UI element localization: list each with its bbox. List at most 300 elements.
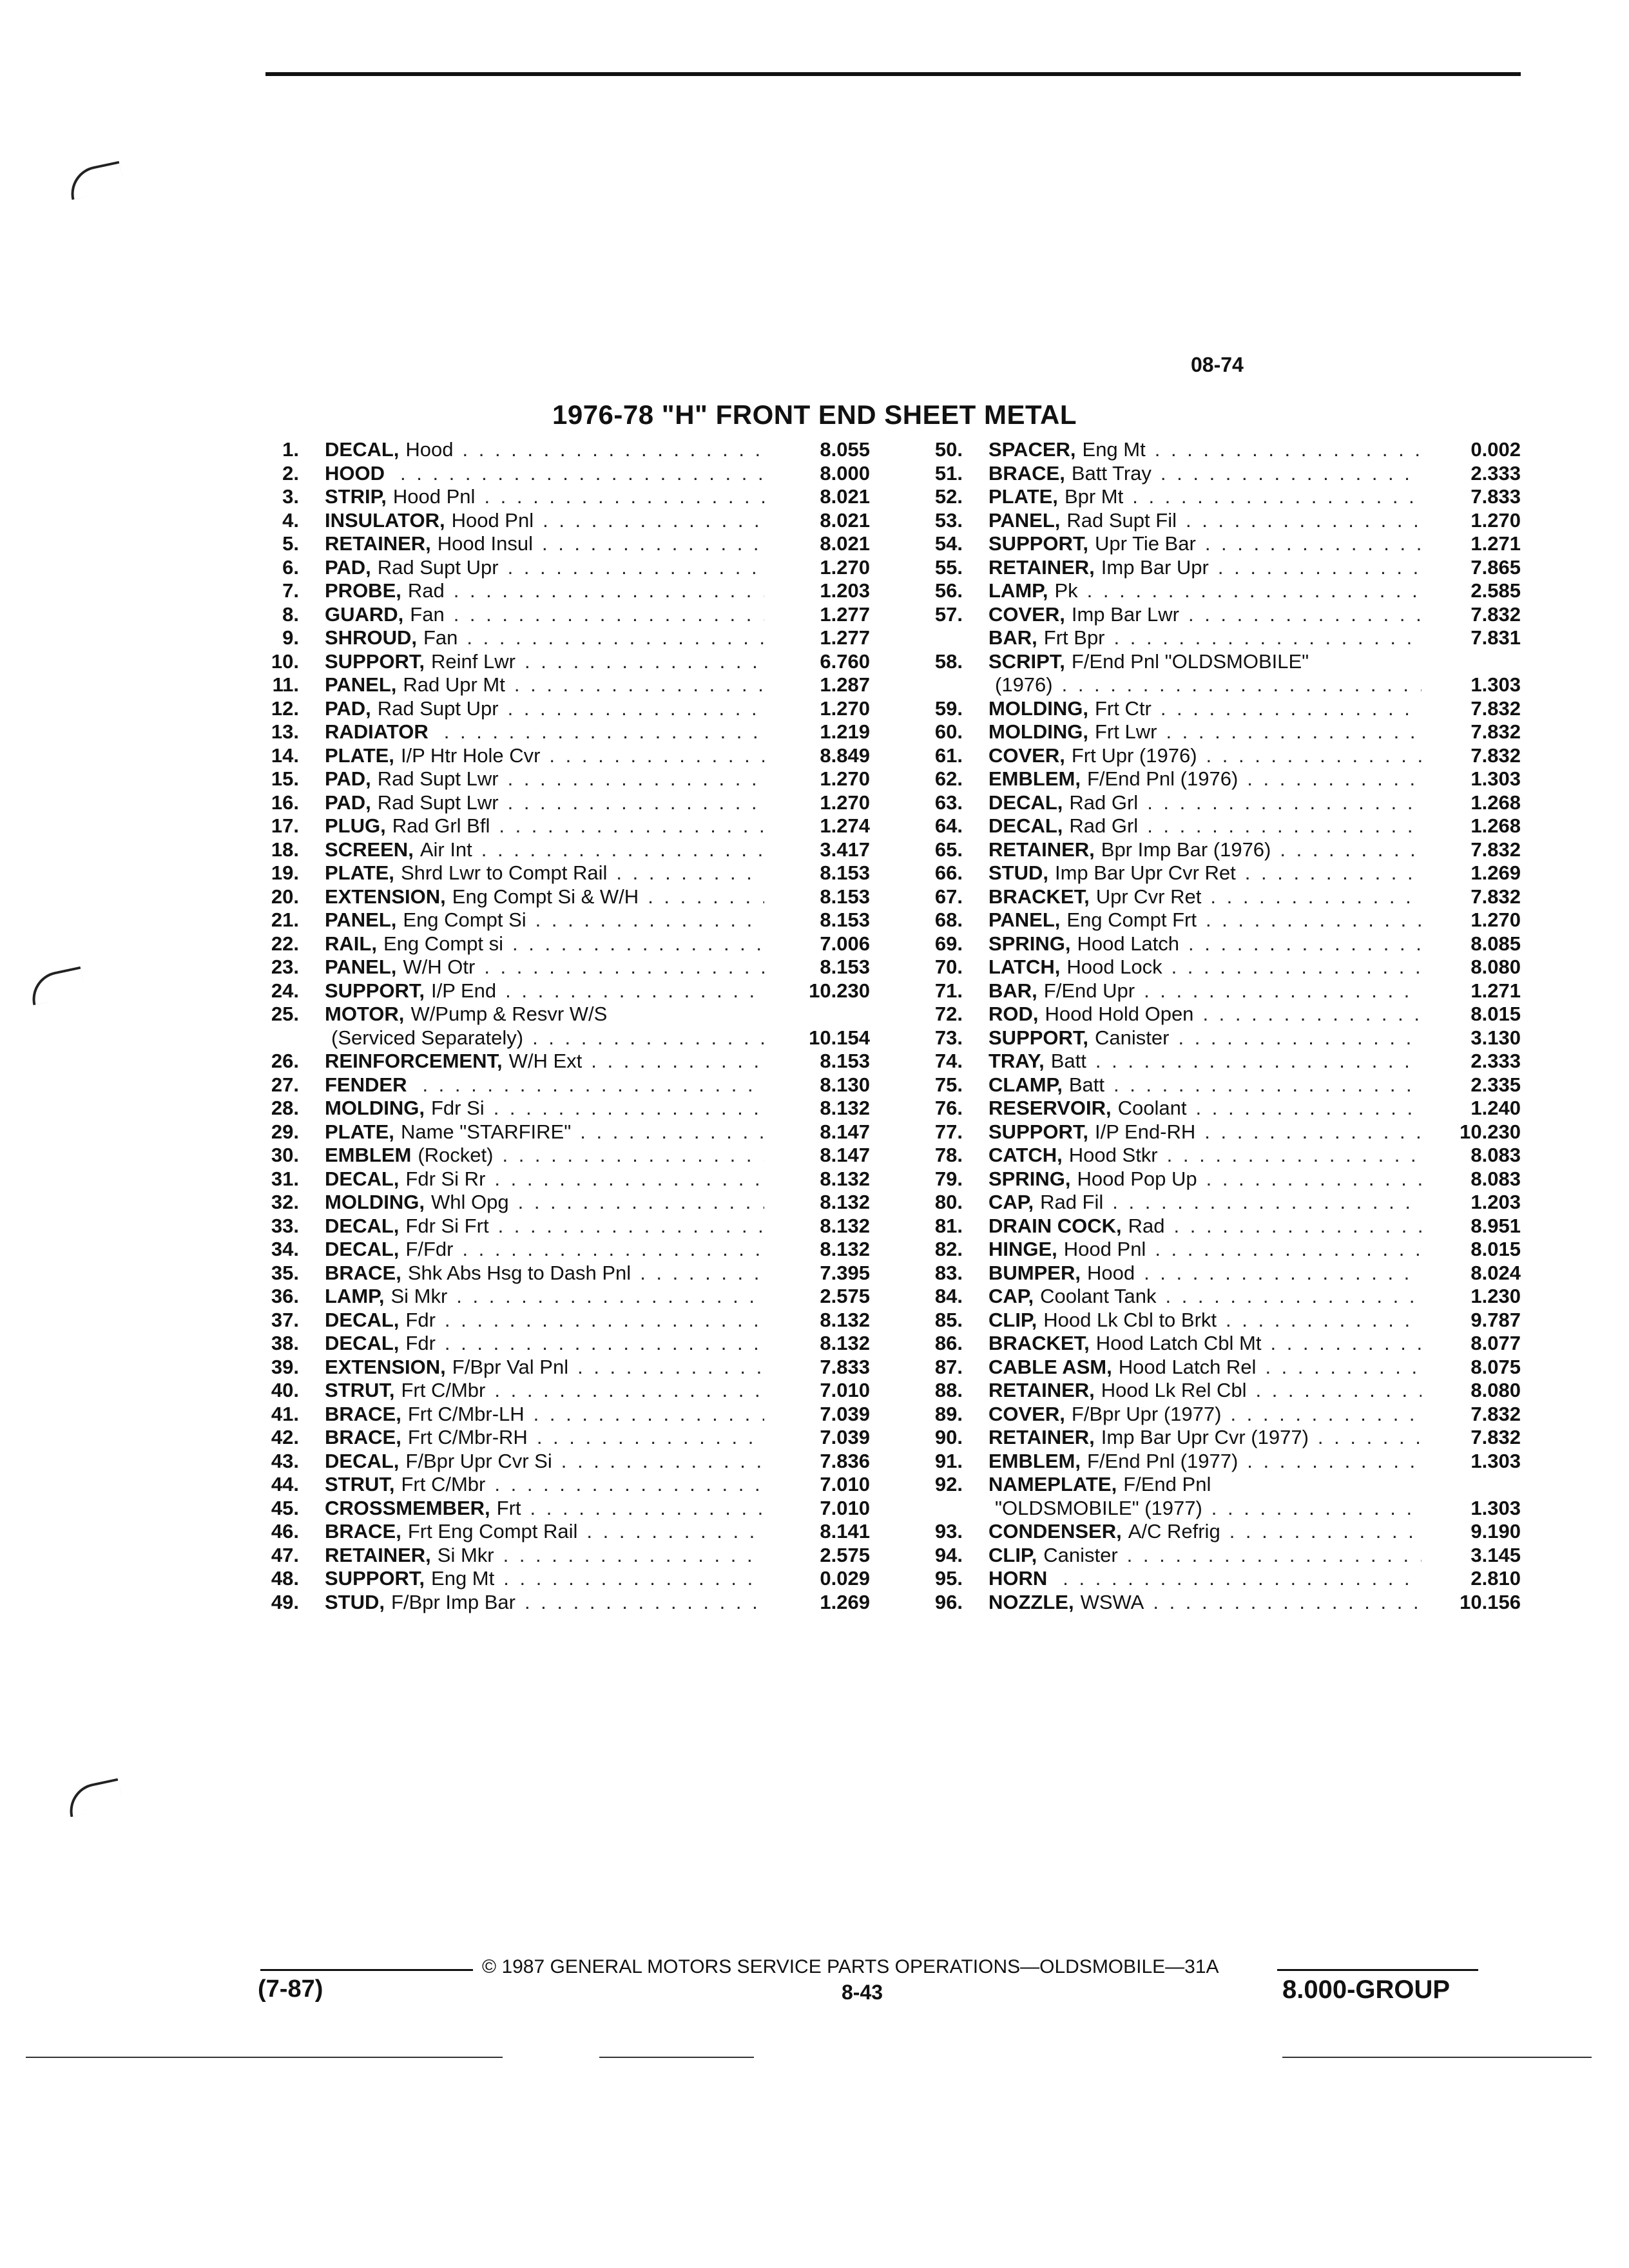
part-description: F/End Upr	[1043, 979, 1135, 1002]
part-number: 55.	[934, 555, 963, 579]
part-row	[915, 1379, 1521, 1403]
group-code: 7.010	[820, 1473, 870, 1495]
part-description: Coolant	[1117, 1097, 1187, 1119]
part-row	[915, 979, 1521, 1003]
dot-leader	[498, 1215, 764, 1238]
part-number: 34.	[271, 1238, 299, 1260]
dot-leader	[1132, 485, 1422, 508]
part-description: "OLDSMOBILE" (1977)	[995, 1496, 1202, 1519]
part-row	[915, 1544, 1521, 1568]
group-code: 8.849	[820, 744, 870, 767]
part-name: COVER,	[988, 602, 1065, 626]
page-title: 1976-78 "H" FRONT END SHEET METAL	[552, 399, 1077, 430]
part-number: 83.	[934, 1261, 963, 1284]
part-row	[251, 1544, 870, 1568]
part-number: 54.	[934, 532, 963, 555]
part-name: SUPPORT,	[988, 532, 1089, 555]
part-name: DECAL,	[988, 814, 1063, 837]
part-name: HORN	[988, 1567, 1048, 1590]
part-description: Rad Grl	[1069, 791, 1139, 814]
part-row	[251, 1191, 870, 1215]
part-name: SCREEN,	[325, 838, 414, 861]
dot-leader	[1226, 1309, 1422, 1332]
part-row	[251, 932, 870, 956]
group-code: 7.395	[820, 1261, 870, 1284]
part-row	[915, 1215, 1521, 1238]
part-number: 71.	[934, 979, 963, 1002]
part-name: PLATE,	[988, 485, 1058, 508]
part-row	[251, 485, 870, 509]
part-name: EMBLEM,	[988, 767, 1081, 790]
part-row	[251, 1238, 870, 1262]
part-name: DECAL,	[325, 1238, 400, 1260]
dot-leader	[508, 767, 764, 791]
group-code: 8.015	[1470, 1003, 1521, 1025]
part-description: F/Bpr Upr Cvr Si	[405, 1449, 552, 1472]
part-name: DECAL,	[325, 1332, 400, 1354]
part-row	[251, 1215, 870, 1238]
part-description: Frt C/Mbr-RH	[407, 1426, 528, 1448]
part-row	[915, 1144, 1521, 1168]
part-row	[251, 673, 870, 697]
part-description: Coolant Tank	[1040, 1285, 1157, 1307]
part-description: Shrd Lwr to Compt Rail	[400, 861, 608, 884]
part-description: W/H Ext	[508, 1050, 583, 1072]
part-name: RADIATOR	[325, 720, 429, 743]
part-row	[251, 1426, 870, 1450]
part-name: SUPPORT,	[988, 1120, 1089, 1143]
group-code: 8.132	[820, 1097, 870, 1119]
part-number: 61.	[934, 744, 963, 767]
part-description: Si Mkr	[390, 1285, 448, 1307]
part-description: Fdr Si	[431, 1097, 485, 1119]
part-number: 38.	[271, 1332, 299, 1354]
part-number: 19.	[271, 861, 299, 884]
part-description: (Serviced Separately)	[331, 1026, 524, 1049]
part-description: Fan	[423, 626, 458, 649]
part-description: WSWA	[1080, 1590, 1144, 1613]
part-description: Shk Abs Hsg to Dash Pnl	[407, 1261, 631, 1284]
group-code: 3.130	[1470, 1026, 1521, 1049]
part-row	[251, 814, 870, 838]
dot-leader	[1095, 1050, 1422, 1073]
part-number: 68.	[934, 908, 963, 931]
group-code: 1.269	[820, 1590, 870, 1613]
part-row	[915, 626, 1521, 650]
part-name: PLATE,	[325, 744, 394, 767]
part-row	[251, 1450, 870, 1474]
dot-leader	[580, 1120, 764, 1144]
dot-leader	[577, 1356, 764, 1379]
part-name: STRUT,	[325, 1473, 395, 1495]
group-code: 2.333	[1470, 461, 1521, 485]
left-margin-mark	[27, 966, 86, 1006]
part-number: 44.	[271, 1473, 299, 1495]
part-number: 76.	[934, 1097, 963, 1119]
part-name: BRACE,	[325, 1402, 401, 1425]
part-row	[251, 1356, 870, 1379]
part-description: Hood	[405, 438, 454, 461]
part-row	[915, 1262, 1521, 1285]
part-number: 53.	[934, 508, 963, 532]
part-description: F/Fdr	[405, 1238, 454, 1260]
part-row	[251, 1073, 870, 1097]
dot-leader	[499, 814, 764, 838]
group-code: 2.575	[820, 1543, 870, 1566]
part-row	[915, 1026, 1521, 1050]
dot-leader	[1265, 1356, 1422, 1379]
dot-leader	[1186, 509, 1422, 532]
dot-leader	[591, 1050, 764, 1073]
part-row	[251, 744, 870, 768]
group-code: 0.029	[820, 1567, 870, 1590]
part-name: STUD,	[988, 861, 1048, 884]
part-row	[251, 1003, 870, 1026]
group-code: 8.153	[820, 956, 870, 978]
part-name: EMBLEM,	[988, 1449, 1081, 1472]
part-number: 4.	[282, 508, 299, 532]
group-code: 1.274	[820, 814, 870, 837]
part-name: NAMEPLATE,	[988, 1473, 1117, 1495]
part-number: 91.	[934, 1449, 963, 1472]
part-name: BRACKET,	[988, 1332, 1090, 1354]
part-number: 11.	[272, 673, 299, 696]
part-row	[915, 485, 1521, 509]
group-code: 7.832	[1470, 885, 1521, 908]
part-description: Bpr Imp Bar (1976)	[1101, 838, 1271, 861]
part-description: Hood Lk Cbl to Brkt	[1043, 1308, 1217, 1331]
part-description: Batt Tray	[1071, 461, 1152, 485]
part-name: CABLE ASM,	[988, 1355, 1112, 1378]
part-row	[915, 1426, 1521, 1450]
dot-leader	[454, 603, 764, 626]
part-name: SHROUD,	[325, 626, 417, 649]
dot-leader	[1196, 1097, 1422, 1120]
part-number: 31.	[271, 1167, 299, 1190]
group-code: 7.832	[1470, 720, 1521, 743]
dot-leader	[1210, 885, 1422, 908]
group-code: 8.153	[820, 885, 870, 908]
part-row	[251, 720, 870, 744]
part-number: 74.	[934, 1050, 963, 1072]
part-description: Rad Supt Upr	[377, 555, 499, 579]
dot-leader	[503, 1567, 764, 1590]
dot-leader	[1204, 1120, 1422, 1144]
dot-leader	[502, 1144, 764, 1167]
part-row	[915, 1120, 1521, 1144]
group-code: 0.002	[1470, 438, 1521, 461]
group-code: 7.832	[1470, 602, 1521, 626]
part-description: Rad Supt Upr	[377, 697, 499, 720]
part-number: 2.	[282, 461, 299, 485]
group-code: 7.833	[1470, 485, 1521, 508]
group-code: 1.270	[1470, 908, 1521, 931]
part-name: PAD,	[325, 697, 371, 720]
dot-leader	[494, 1097, 764, 1120]
part-description: (1976)	[995, 673, 1053, 696]
part-row	[251, 1309, 870, 1332]
dot-leader	[1127, 1544, 1422, 1567]
part-row	[915, 1050, 1521, 1073]
part-number: 35.	[271, 1261, 299, 1284]
group-code: 8.132	[820, 1238, 870, 1260]
part-number: 72.	[934, 1003, 963, 1025]
part-number: 39.	[271, 1355, 299, 1378]
part-description: Rad Upr Mt	[403, 673, 505, 696]
part-description: Eng Compt Si & W/H	[452, 885, 639, 908]
part-description: Rad	[407, 579, 445, 602]
dot-leader	[508, 791, 764, 814]
part-name: BAR,	[988, 626, 1037, 649]
part-name: PAD,	[325, 791, 371, 814]
part-name: SCRIPT,	[988, 649, 1065, 673]
part-row	[251, 626, 870, 650]
dot-leader	[1178, 1026, 1422, 1050]
dot-leader	[1188, 932, 1422, 956]
dot-leader	[1211, 1497, 1422, 1520]
part-description: Eng Compt Si	[403, 908, 526, 931]
dot-leader	[535, 908, 764, 932]
part-description: W/Pump & Resvr W/S	[410, 1003, 608, 1025]
part-description: Hood Hold Open	[1045, 1003, 1194, 1025]
group-code: 7.832	[1470, 838, 1521, 861]
dot-leader	[481, 838, 764, 861]
dot-leader	[445, 1309, 764, 1332]
group-code: 8.153	[820, 861, 870, 884]
part-number: 66.	[934, 861, 963, 884]
group-code: 8.147	[820, 1144, 870, 1166]
part-description: Hood Insul	[437, 532, 533, 555]
part-name: CATCH,	[988, 1144, 1063, 1166]
part-number: 12.	[271, 697, 299, 720]
part-name: MOTOR,	[325, 1003, 405, 1025]
part-name: DECAL,	[325, 438, 400, 461]
part-name: GUARD,	[325, 602, 404, 626]
group-code: 8.015	[1470, 1238, 1521, 1260]
part-number: 59.	[934, 697, 963, 720]
part-description: F/Bpr Val Pnl	[452, 1355, 569, 1378]
group-code: 1.303	[1470, 1496, 1521, 1519]
part-row	[915, 532, 1521, 556]
dot-leader	[1218, 556, 1422, 579]
dot-leader	[1166, 720, 1422, 744]
part-name: SPRING,	[988, 1167, 1071, 1190]
group-code: 8.075	[1470, 1355, 1521, 1378]
group-code: 2.333	[1470, 1050, 1521, 1072]
part-row	[251, 1497, 870, 1521]
part-description: I/P End	[431, 979, 497, 1002]
part-description: Hood Latch	[1077, 932, 1180, 955]
dot-leader	[1174, 1215, 1422, 1238]
part-row	[915, 720, 1521, 744]
part-name: PANEL,	[988, 908, 1061, 931]
group-code: 1.268	[1470, 791, 1521, 814]
group-code: 9.787	[1470, 1308, 1521, 1331]
part-description: Reinf Lwr	[431, 649, 516, 673]
part-name: CONDENSER,	[988, 1520, 1122, 1542]
dot-leader	[1247, 1450, 1422, 1473]
part-number: 90.	[934, 1426, 963, 1448]
part-description: Fan	[410, 602, 445, 626]
part-number: 89.	[934, 1402, 963, 1425]
part-row	[251, 650, 870, 674]
part-description: Si Mkr	[437, 1543, 494, 1566]
part-description: Frt C/Mbr	[401, 1379, 486, 1401]
dot-leader	[616, 861, 764, 885]
dot-leader	[1280, 838, 1422, 861]
part-number: 50.	[934, 438, 963, 461]
dot-leader	[1229, 1520, 1422, 1543]
footer-rule	[260, 1969, 473, 1971]
part-number: 41.	[271, 1402, 299, 1425]
part-description: Imp Bar Upr	[1101, 555, 1209, 579]
part-row	[251, 861, 870, 885]
part-name: EXTENSION,	[325, 1355, 446, 1378]
dot-leader	[1062, 673, 1422, 697]
dot-leader	[1206, 908, 1422, 932]
part-name: HOOD	[325, 461, 385, 485]
dot-leader	[494, 1379, 764, 1402]
part-number: 27.	[271, 1073, 299, 1096]
group-code: 1.271	[1470, 532, 1521, 555]
part-row	[915, 1567, 1521, 1591]
part-row	[915, 603, 1521, 627]
part-row	[251, 1168, 870, 1191]
part-number: 42.	[271, 1426, 299, 1448]
part-name: COVER,	[988, 744, 1065, 767]
part-row	[251, 908, 870, 932]
part-row	[915, 697, 1521, 721]
part-name: NOZZLE,	[988, 1590, 1074, 1613]
part-description: Eng Compt Frt	[1066, 908, 1197, 931]
part-name: LAMP,	[988, 579, 1048, 602]
part-name: ROD,	[988, 1003, 1039, 1025]
part-name: MOLDING,	[988, 697, 1088, 720]
group-code: 8.085	[1470, 932, 1521, 955]
part-name: HINGE,	[988, 1238, 1057, 1260]
part-number: 85.	[934, 1308, 963, 1331]
part-description: Frt Lwr	[1095, 720, 1157, 743]
dot-leader	[1112, 1191, 1422, 1214]
part-number: 94.	[934, 1543, 963, 1566]
part-name: LATCH,	[988, 956, 1061, 978]
part-description: Hood Lock	[1066, 956, 1162, 978]
part-number: 28.	[271, 1097, 299, 1119]
part-description: Frt Bpr	[1043, 626, 1105, 649]
dot-leader	[1165, 1285, 1422, 1308]
dot-leader	[549, 744, 764, 767]
group-code: 8.132	[820, 1191, 870, 1213]
dot-leader	[648, 885, 764, 908]
part-description: Frt Upr (1976)	[1071, 744, 1197, 767]
part-number: 75.	[934, 1073, 963, 1096]
part-name: PROBE,	[325, 579, 401, 602]
group-code: 1.303	[1470, 767, 1521, 790]
part-description: Frt C/Mbr-LH	[407, 1402, 525, 1425]
part-row	[915, 838, 1521, 862]
bottom-rule	[26, 2057, 503, 2058]
part-description: Air Int	[419, 838, 472, 861]
part-row	[251, 579, 870, 603]
part-name: RETAINER,	[988, 838, 1095, 861]
part-description: Bpr Mt	[1064, 485, 1124, 508]
dot-leader	[1202, 1003, 1422, 1026]
dot-leader	[503, 1544, 764, 1567]
dot-leader	[530, 1497, 764, 1520]
dot-leader	[514, 673, 764, 697]
part-number: 22.	[271, 932, 299, 955]
part-description: F/Bpr Upr (1977)	[1071, 1402, 1222, 1425]
group-code: 1.287	[820, 673, 870, 696]
part-row	[251, 1050, 870, 1073]
part-description: W/H Otr	[403, 956, 476, 978]
group-code: 1.270	[820, 767, 870, 790]
part-name: SPRING,	[988, 932, 1071, 955]
group-code: 8.130	[820, 1073, 870, 1096]
part-description: F/End Pnl	[1123, 1473, 1211, 1495]
group-code: 1.277	[820, 626, 870, 649]
group-code: 8.077	[1470, 1332, 1521, 1354]
parts-list-left	[251, 438, 870, 1614]
part-row	[915, 1450, 1521, 1474]
part-description: Rad Grl Bfl	[392, 814, 490, 837]
part-number: 8.	[282, 602, 299, 626]
left-margin-mark	[64, 1778, 123, 1818]
group-code: 7.006	[820, 932, 870, 955]
group-code: 8.153	[820, 908, 870, 931]
bottom-rule	[599, 2057, 754, 2058]
dot-leader	[462, 1238, 764, 1261]
part-number: 88.	[934, 1379, 963, 1401]
part-row	[915, 1473, 1521, 1497]
part-description: Eng Mt	[1082, 438, 1146, 461]
group-code: 8.000	[820, 461, 870, 485]
part-number: 3.	[282, 485, 299, 508]
dot-leader	[494, 1168, 764, 1191]
dot-leader	[1205, 532, 1422, 555]
dot-leader	[1113, 1073, 1422, 1097]
part-description: Upr Cvr Ret	[1095, 885, 1202, 908]
part-name: PLUG,	[325, 814, 386, 837]
group-code: 7.831	[1470, 626, 1521, 649]
part-number: 15.	[271, 767, 299, 790]
part-number: 96.	[934, 1590, 963, 1613]
part-description: Fdr Si Frt	[405, 1214, 489, 1237]
part-description: Hood Lk Rel Cbl	[1101, 1379, 1247, 1401]
part-name: BRACE,	[325, 1426, 401, 1448]
part-description: Imp Bar Upr Cvr (1977)	[1101, 1426, 1309, 1448]
part-row	[915, 1403, 1521, 1427]
part-number: 20.	[271, 885, 299, 908]
part-number: 51.	[934, 461, 963, 485]
part-description: Frt	[496, 1496, 521, 1519]
part-name: PLATE,	[325, 861, 394, 884]
group-code: 1.277	[820, 602, 870, 626]
part-row	[251, 1473, 870, 1497]
part-name: REINFORCEMENT,	[325, 1050, 503, 1072]
part-row	[915, 1073, 1521, 1097]
dot-leader	[525, 1591, 764, 1614]
part-number: 40.	[271, 1379, 299, 1401]
group-code: 1.270	[1470, 508, 1521, 532]
part-number: 37.	[271, 1308, 299, 1331]
group-code: 1.303	[1470, 1449, 1521, 1472]
dot-leader	[1206, 1168, 1422, 1191]
part-number: 48.	[271, 1567, 299, 1590]
part-row	[251, 838, 870, 862]
part-name: SUPPORT,	[325, 979, 425, 1002]
dot-leader	[1167, 1144, 1422, 1167]
